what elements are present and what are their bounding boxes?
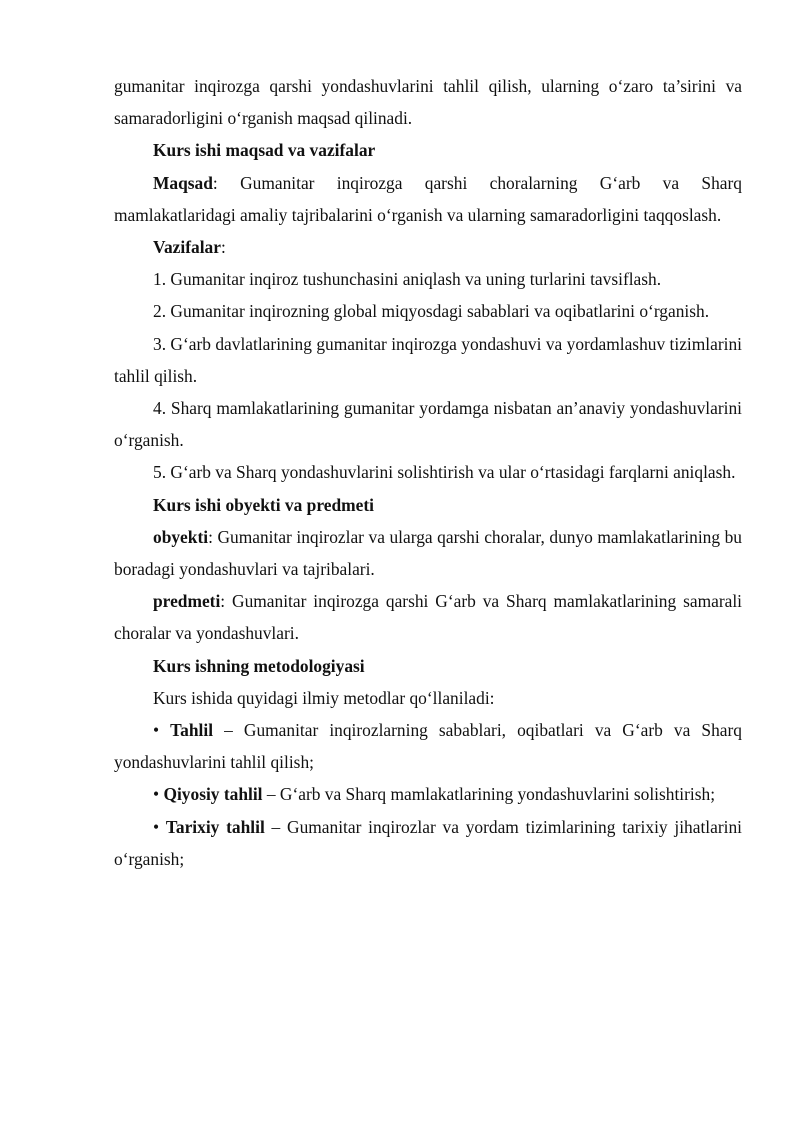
document-page: [114, 70, 742, 875]
subject-label: predmeti: [153, 591, 221, 612]
object-text: : Gumanitar inqirozlar va ularga qarshi choralar, dunyo mamlakatlarining bu boradagi yondashuvlari va tajribalari.: [114, 526, 742, 580]
task-item-4: 4. Sharq mamlakatlarining gumanitar yordamga nisbatan an’anaviy yondashuvlarini o‘rganish.: [114, 398, 742, 451]
method-item-1: [114, 714, 742, 778]
bullet-icon: •: [153, 720, 160, 741]
method-text: – Gumanitar inqirozlar va yordam tizimlarining tarixiy jihatlarini o‘rganish;: [114, 816, 742, 869]
bullet-icon: •: [153, 816, 160, 837]
method-heading: Kurs ishning metodologiyasi: [153, 655, 365, 676]
task-item-3: 3. G‘arb davlatlarining gumanitar inqirozga yondashuvi va yordamlashuv tizimlarini tahlil qilish.: [114, 333, 742, 386]
method-text: – G‘arb va Sharq mamlakatlarining yondashuvlarini solishtirish;: [262, 784, 716, 805]
subject-text: : Gumanitar inqirozga qarshi G‘arb va Sharq mamlakatlarining samarali choralar va yondashuvlari.: [114, 591, 742, 644]
object-heading: Kurs ishi obyekti va predmeti: [153, 494, 374, 515]
goals-heading: Kurs ishi maqsad va vazifalar: [153, 140, 376, 161]
object-label: obyekti: [153, 526, 209, 547]
method-text: – Gumanitar inqirozlarning sabablari, oqibatlari va G‘arb va Sharq yondashuvlarini tahlil qilish;: [114, 720, 742, 773]
object-paragraph: [114, 521, 742, 585]
tasks-label: Vazifalar: [153, 237, 221, 258]
task-item-5: 5. G‘arb va Sharq yondashuvlarini solishtirish va ular o‘rtasidagi farqlarni aniqlash.: [153, 462, 736, 483]
task-item-1: 1. Gumanitar inqiroz tushunchasini aniqlash va uning turlarini tavsiflash.: [153, 269, 662, 290]
method-label: Tahlil: [170, 720, 214, 741]
aim-label: Maqsad: [153, 172, 213, 193]
method-intro: Kurs ishida quyidagi ilmiy metodlar qo‘llaniladi:: [153, 687, 495, 708]
method-label: Tarixiy tahlil: [165, 816, 265, 837]
intro-paragraph: gumanitar inqirozga qarshi yondashuvlarini tahlil qilish, ularning o‘zaro ta’sirini va samaradorligini o‘rganish maqsad qilinadi.: [114, 76, 742, 129]
tasks-heading: Vazifalar:: [153, 237, 226, 258]
subject-paragraph: [114, 585, 742, 649]
method-label: Qiyosiy tahlil: [163, 784, 263, 805]
aim-text: : Gumanitar inqirozga qarshi choralarning G‘arb va Sharq mamlakatlaridagi amaliy tajribalarini o‘rganish va ularning samaradorligini taqqoslash.: [114, 172, 742, 225]
method-item-2: [114, 778, 742, 810]
task-item-2: 2. Gumanitar inqirozning global miqyosdagi sabablari va oqibatlarini o‘rganish.: [153, 301, 710, 322]
bullet-icon: •: [153, 784, 160, 805]
method-item-3: [114, 811, 742, 875]
aim-paragraph: [114, 167, 742, 231]
